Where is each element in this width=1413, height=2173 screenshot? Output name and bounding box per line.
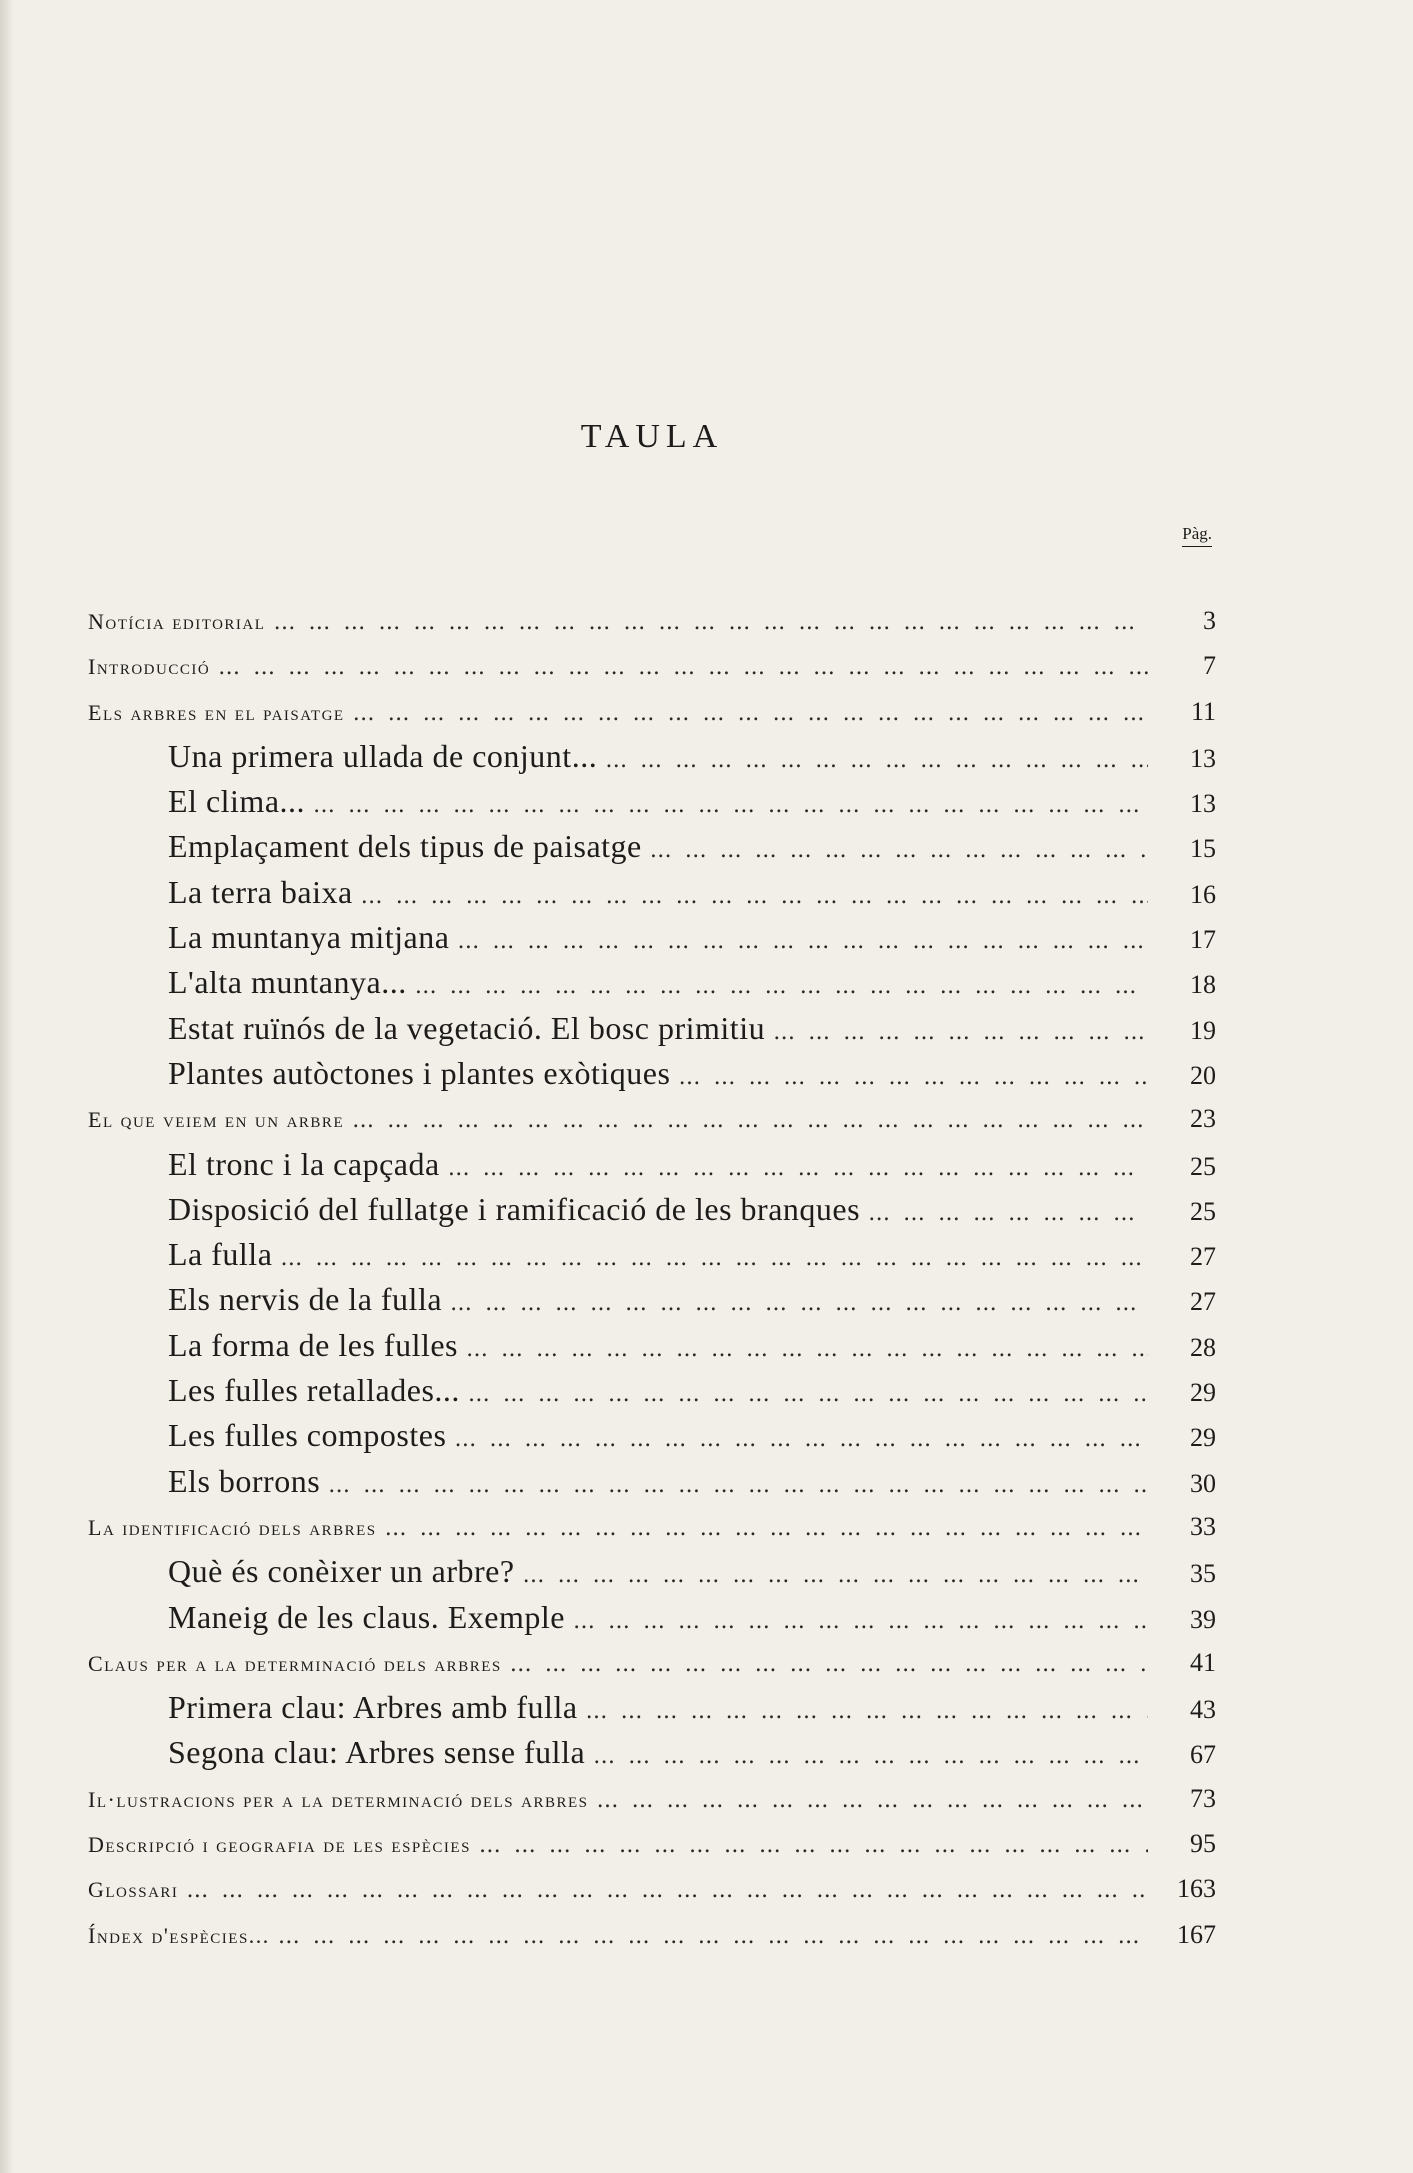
toc-entry-label: Emplaçament dels tipus de paisatge xyxy=(168,828,642,865)
toc-entry-page: 11 xyxy=(1190,696,1216,726)
toc-entry-label: La terra baixa xyxy=(168,873,353,910)
toc-entry-page: 73 xyxy=(1190,1783,1216,1813)
toc-entry-label: Les fulles compostes xyxy=(168,1417,447,1454)
toc-entry-label: Estat ruïnós de la vegetació. El bosc primitiu xyxy=(168,1009,766,1046)
toc-entry-page: 167 xyxy=(1177,1919,1216,1949)
toc-entry-page: 16 xyxy=(1190,879,1216,909)
toc-entry-page: 13 xyxy=(1190,789,1216,819)
toc-subentry xyxy=(88,734,1216,779)
toc-entry-page: 33 xyxy=(1190,1511,1216,1541)
toc-entry-label: Els arbres en el paisatge xyxy=(88,699,345,725)
dot-leader xyxy=(678,1055,1148,1100)
dot-leader xyxy=(415,964,1148,1009)
toc-entry xyxy=(88,598,1216,643)
toc-subentry xyxy=(88,1549,1216,1594)
toc-entry-label: Els nervis de la fulla xyxy=(168,1281,443,1318)
toc-entry-page: 43 xyxy=(1190,1695,1216,1725)
toc-entry-label: Descripció i geografia de les espècies xyxy=(88,1832,471,1858)
dot-leader xyxy=(468,1372,1148,1417)
toc-entry-page: 3 xyxy=(1203,606,1216,635)
toc-entry-label: Notícia editorial xyxy=(88,609,266,634)
toc-entry-page: 20 xyxy=(1190,1060,1216,1090)
toc-entries xyxy=(88,598,1216,1957)
dot-leader xyxy=(280,1236,1148,1281)
toc-entry xyxy=(88,1096,1216,1141)
toc-entry-label: Una primera ullada de conjunt... xyxy=(168,737,598,774)
dot-leader xyxy=(605,738,1148,783)
toc-entry xyxy=(88,1640,1216,1685)
toc-subentry xyxy=(88,1232,1216,1277)
toc-entry-page: 15 xyxy=(1190,834,1216,864)
dot-leader xyxy=(448,1146,1148,1191)
page-title: TAULA xyxy=(580,418,724,455)
dot-leader xyxy=(353,691,1148,736)
dot-leader xyxy=(218,645,1148,690)
toc-entry-label: Segona clau: Arbres sense fulla xyxy=(168,1734,586,1771)
toc-subentry xyxy=(88,1277,1216,1322)
toc-entry xyxy=(88,689,1216,734)
toc-subentry xyxy=(88,1595,1216,1640)
dot-leader xyxy=(361,874,1148,919)
dot-leader xyxy=(454,1417,1148,1462)
toc-entry-page: 30 xyxy=(1190,1468,1216,1498)
dot-leader xyxy=(593,1734,1148,1779)
dot-leader xyxy=(385,1506,1148,1551)
toc-subentry xyxy=(88,1323,1216,1368)
toc-subentry xyxy=(88,779,1216,824)
toc-entry-page: 23 xyxy=(1190,1104,1216,1134)
toc-entry-label: La identificació dels arbres xyxy=(88,1514,377,1540)
dot-leader xyxy=(510,1642,1148,1687)
toc-entry-page: 13 xyxy=(1190,743,1216,773)
dot-leader xyxy=(466,1327,1148,1372)
table-of-contents xyxy=(88,0,1216,2173)
toc-entry-page: 41 xyxy=(1190,1647,1216,1677)
toc-entry-label: L'alta muntanya... xyxy=(168,964,407,1001)
toc-subentry xyxy=(88,824,1216,869)
toc-entry-label: Les fulles retallades... xyxy=(168,1372,460,1409)
dot-leader xyxy=(773,1010,1148,1055)
page-column-header: Pàg. xyxy=(1182,524,1212,547)
toc-subentry xyxy=(88,915,1216,960)
toc-entry xyxy=(88,1866,1216,1911)
dot-leader xyxy=(450,1281,1148,1326)
toc-entry-page: 17 xyxy=(1190,925,1216,955)
toc-entry-page: 35 xyxy=(1190,1559,1216,1589)
dot-leader xyxy=(586,1689,1148,1734)
toc-entry-page: 29 xyxy=(1190,1423,1216,1453)
toc-entry-label: Claus per a la determinació dels arbres xyxy=(88,1650,502,1676)
toc-entry-page: 95 xyxy=(1190,1829,1216,1859)
toc-entry-label: Els borrons xyxy=(168,1462,321,1499)
toc-entry-page: 163 xyxy=(1177,1874,1216,1904)
toc-subentry xyxy=(88,1051,1216,1096)
toc-entry-label: Disposició del fullatge i ramificació de les branques xyxy=(168,1190,861,1227)
toc-subentry xyxy=(88,870,1216,915)
toc-subentry xyxy=(88,1730,1216,1775)
toc-entry-label: Índex d'espècies... xyxy=(88,1922,270,1948)
toc-entry-page: 28 xyxy=(1190,1332,1216,1362)
toc-entry xyxy=(88,643,1216,688)
toc-entry-label: La fulla xyxy=(168,1236,273,1273)
toc-subentry xyxy=(88,1459,1216,1504)
toc-entry-label: El que veiem en un arbre xyxy=(88,1107,345,1133)
toc-subentry xyxy=(88,1187,1216,1232)
toc-entry-label: La muntanya mitjana xyxy=(168,919,450,956)
toc-subentry xyxy=(88,960,1216,1005)
toc-subentry xyxy=(88,1142,1216,1187)
toc-entry xyxy=(88,1912,1216,1957)
toc-entry xyxy=(88,1504,1216,1549)
toc-entry-label: Plantes autòctones i plantes exòtiques xyxy=(168,1054,671,1091)
page-edge-shadow xyxy=(0,0,14,2173)
toc-entry-page: 39 xyxy=(1190,1604,1216,1634)
dot-leader xyxy=(573,1599,1148,1644)
toc-subentry xyxy=(88,1685,1216,1730)
dot-leader xyxy=(868,1191,1148,1236)
dot-leader xyxy=(328,1463,1148,1508)
toc-subentry xyxy=(88,1006,1216,1051)
toc-entry-label: Introducció xyxy=(88,654,211,680)
toc-subentry xyxy=(88,1413,1216,1458)
toc-entry-page: 7 xyxy=(1203,651,1216,681)
toc-entry-label: Glossari xyxy=(88,1877,179,1903)
dot-leader xyxy=(650,828,1148,873)
dot-leader xyxy=(273,600,1148,645)
dot-leader xyxy=(597,1778,1148,1823)
dot-leader xyxy=(523,1553,1148,1598)
toc-entry-page: 18 xyxy=(1190,970,1216,1000)
toc-entry-label: El tronc i la capçada xyxy=(168,1145,440,1182)
toc-entry-label: Primera clau: Arbres amb fulla xyxy=(168,1689,578,1726)
toc-entry-label: Il·lustracions per a la determinació dels arbres xyxy=(88,1786,589,1812)
dot-leader xyxy=(479,1823,1148,1868)
toc-subentry xyxy=(88,1368,1216,1413)
toc-entry-page: 27 xyxy=(1190,1287,1216,1317)
toc-entry xyxy=(88,1776,1216,1821)
dot-leader xyxy=(457,919,1148,964)
toc-entry-label: La forma de les fulles xyxy=(168,1326,458,1363)
toc-entry-page: 29 xyxy=(1190,1378,1216,1408)
dot-leader xyxy=(352,1098,1148,1143)
toc-entry xyxy=(88,1821,1216,1866)
toc-entry-page: 25 xyxy=(1190,1196,1216,1226)
toc-entry-page: 19 xyxy=(1190,1015,1216,1045)
toc-entry-page: 25 xyxy=(1190,1151,1216,1181)
dot-leader xyxy=(278,1914,1148,1959)
toc-entry-page: 27 xyxy=(1190,1242,1216,1272)
toc-entry-page: 67 xyxy=(1190,1740,1216,1770)
toc-entry-label: Maneig de les claus. Exemple xyxy=(168,1598,565,1635)
dot-leader xyxy=(186,1868,1148,1913)
toc-entry-label: El clima... xyxy=(168,783,306,820)
toc-entry-label: Què és conèixer un arbre? xyxy=(168,1553,515,1590)
dot-leader xyxy=(313,783,1148,828)
